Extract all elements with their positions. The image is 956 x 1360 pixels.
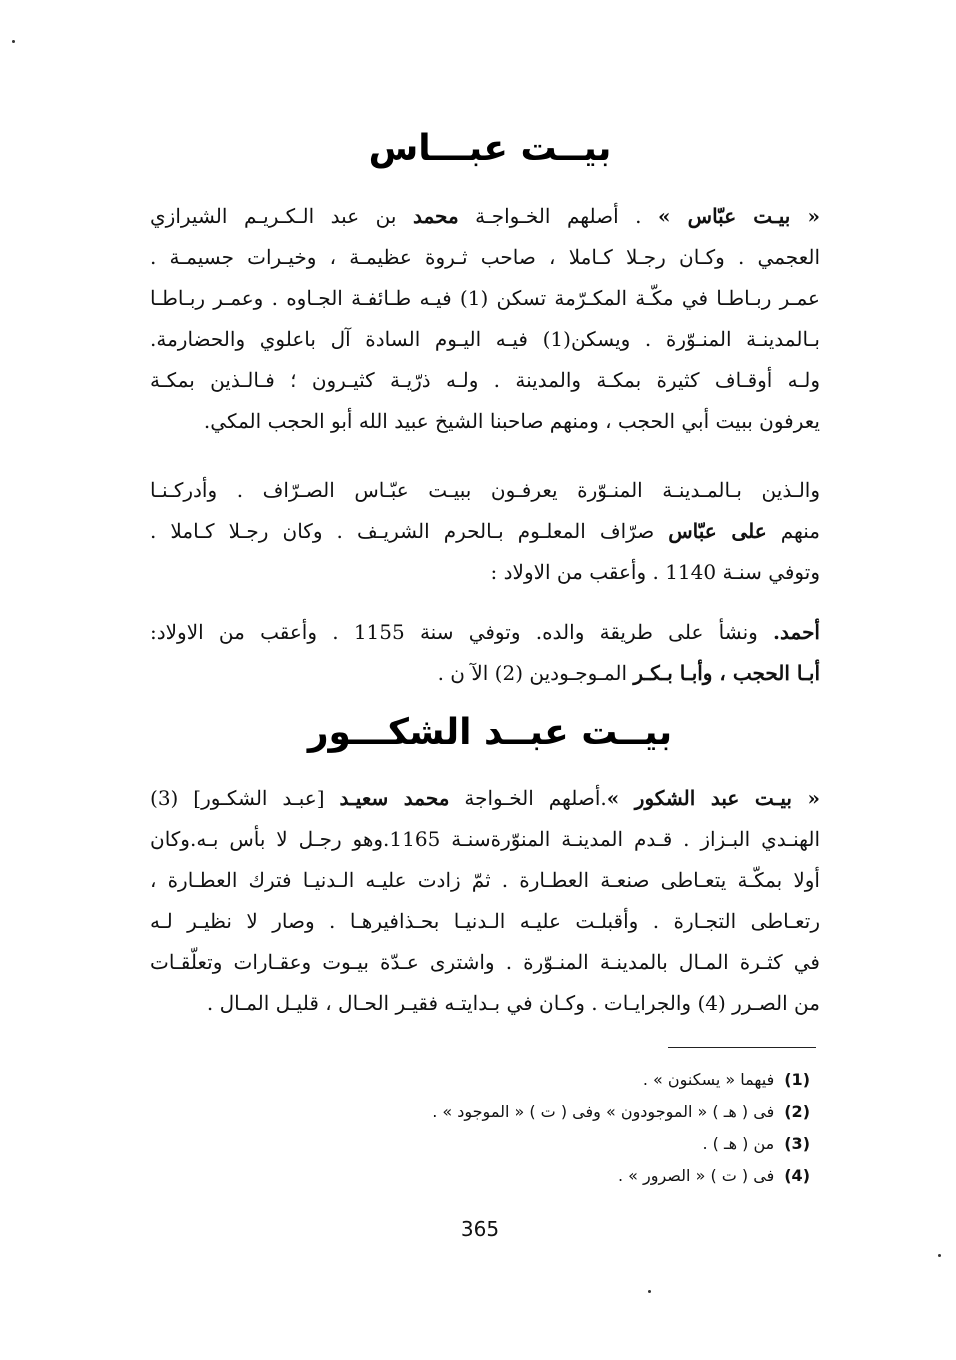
- text-line: العجمي . وكـان رجـلا كـاملا ، صاحب ثـروة عظيمـة ، وخيـرات جسيمـة .: [150, 245, 820, 269]
- footnote-number: (1): [784, 1070, 810, 1089]
- text-line: رتعـاطى التجـارة . وأقبلـت عليـه الـدنيـا بحـذافيرهـا . وصار لا نظيـر لـه: [150, 909, 820, 933]
- bold-phrase: أبـا الحجب ، وأبـا بـكـر: [633, 661, 820, 685]
- footnote-item: [300, 1160, 810, 1192]
- text-line: من الصـرر (4) والجرايـات . وكـان في بـدايتـه فقيـر الحـال ، قليـل المـال .: [206, 991, 820, 1015]
- text-line: الهنـدي البـزاز . قـدم المدينـة المنوّرةسنـة 1165.وهو رجـل لا بأس بـه.وكان: [150, 827, 820, 851]
- paragraph-ahmad: [150, 612, 820, 694]
- footnote-number: (2): [784, 1102, 810, 1121]
- text-run: ونشأ على طريقة والده. وتوفي سنة 1155 . وأعقب من الاولاد:: [150, 620, 774, 644]
- scan-speck: [648, 1290, 651, 1293]
- scan-speck: [938, 1254, 941, 1257]
- page-number: 365: [460, 1217, 500, 1241]
- text-line: في كثـرة المـال بالمدينـة المنـوّرة . واشترى عـدّة بيـوت وعقـارات وتعلّقـات: [150, 950, 820, 974]
- paragraph-bayt-abbas-origin: [150, 196, 820, 442]
- footnote-text: فى ( هـ ) « الموجودون » وفى ( ت ) « الموجود » .: [432, 1102, 775, 1121]
- bold-phrase: على عبّاس: [668, 519, 767, 543]
- footnote-number: (3): [784, 1134, 810, 1153]
- text-line: [150, 612, 820, 653]
- text-line: [150, 511, 820, 552]
- scan-speck: [12, 40, 15, 43]
- text-line: وتوفي سنـة 1140 . وأعقب من الاولاد :: [490, 560, 820, 584]
- paragraph-bayt-abd-al-shakur: [150, 778, 820, 1024]
- text-line: ولـه أوقـاف كثيرة بمكـة والمدينة . ولـه ذرّيـة كثيـرون ؛ فـالـذين بمكـة: [150, 368, 820, 392]
- bold-phrase: « بيـت عبّاس »: [658, 204, 821, 228]
- footnote-item: [300, 1128, 810, 1160]
- text-run: المـوجـودين (2) الآ ن .: [437, 661, 634, 685]
- text-line: [150, 778, 820, 819]
- text-line: [150, 196, 820, 237]
- section-title-bayt-abd-al-shakur: بيــت عبــد الشكـــور: [307, 712, 673, 753]
- text-run: بن عبد الـكـريـم الشيرازي: [150, 204, 413, 228]
- text-line: عمـر ربـاطـا في مكّـة المكـرّمة تسكن (1) فيـه طـائفـة الجـاوه . وعمـر ربـاطـا: [150, 286, 820, 310]
- footnote-item: [300, 1064, 810, 1096]
- footnote-item: [300, 1096, 810, 1128]
- footnote-text: من ( هـ ) .: [702, 1134, 775, 1153]
- text-line: أولا بمكّـة يتعـاطى صنعـة العطـارة . ثمّ زادت عليـه الـدنيـا فترك العطـارة ،: [150, 868, 820, 892]
- bold-phrase: أحمد.: [773, 620, 820, 644]
- text-run: [عبـد الشكـور] (3): [150, 786, 340, 810]
- text-run: . أصلهم الخـواجـة: [458, 204, 659, 228]
- bold-phrase: محمد سعيـد: [339, 786, 450, 810]
- footnote-text: فى ( ت ) « الصرور » .: [617, 1166, 775, 1185]
- bold-phrase: « بيـت عبد الشكور »: [606, 786, 820, 810]
- footnote-text: فيهما « يسكنون » .: [642, 1070, 775, 1089]
- text-line: يعرفون ببيت أبي الحجب ، ومنهم صاحبنا الشيخ عبيد الله أبو الحجب المكي.: [203, 409, 820, 433]
- text-run: .أصلهم الخـواجة: [449, 786, 607, 810]
- bold-phrase: محمد: [412, 204, 459, 228]
- text-run: منهم: [766, 519, 820, 543]
- paragraph-abbas-sarraf: [150, 470, 820, 593]
- section-title-bayt-abbas: بيــت عبـــاس: [368, 128, 612, 169]
- text-run: صرّاف المعلـوم بـالحرم الشريـف . وكان رجـلا كـاملا .: [150, 519, 669, 543]
- text-line: والـذين بـالمـدينـة المنـوّرة يعرفـون ببيـت عبّـاس الصـرّاف . وأدركـنـا: [150, 478, 820, 502]
- footnotes: [300, 1064, 810, 1192]
- footnote-number: (4): [784, 1166, 810, 1185]
- text-line: بـالمدينـة المنـوّرة . ويسكن(1) فيـه اليـوم السادة آل باعلوي والحضارمة.: [150, 327, 820, 351]
- text-line: [150, 653, 820, 694]
- footnote-divider: [668, 1047, 816, 1048]
